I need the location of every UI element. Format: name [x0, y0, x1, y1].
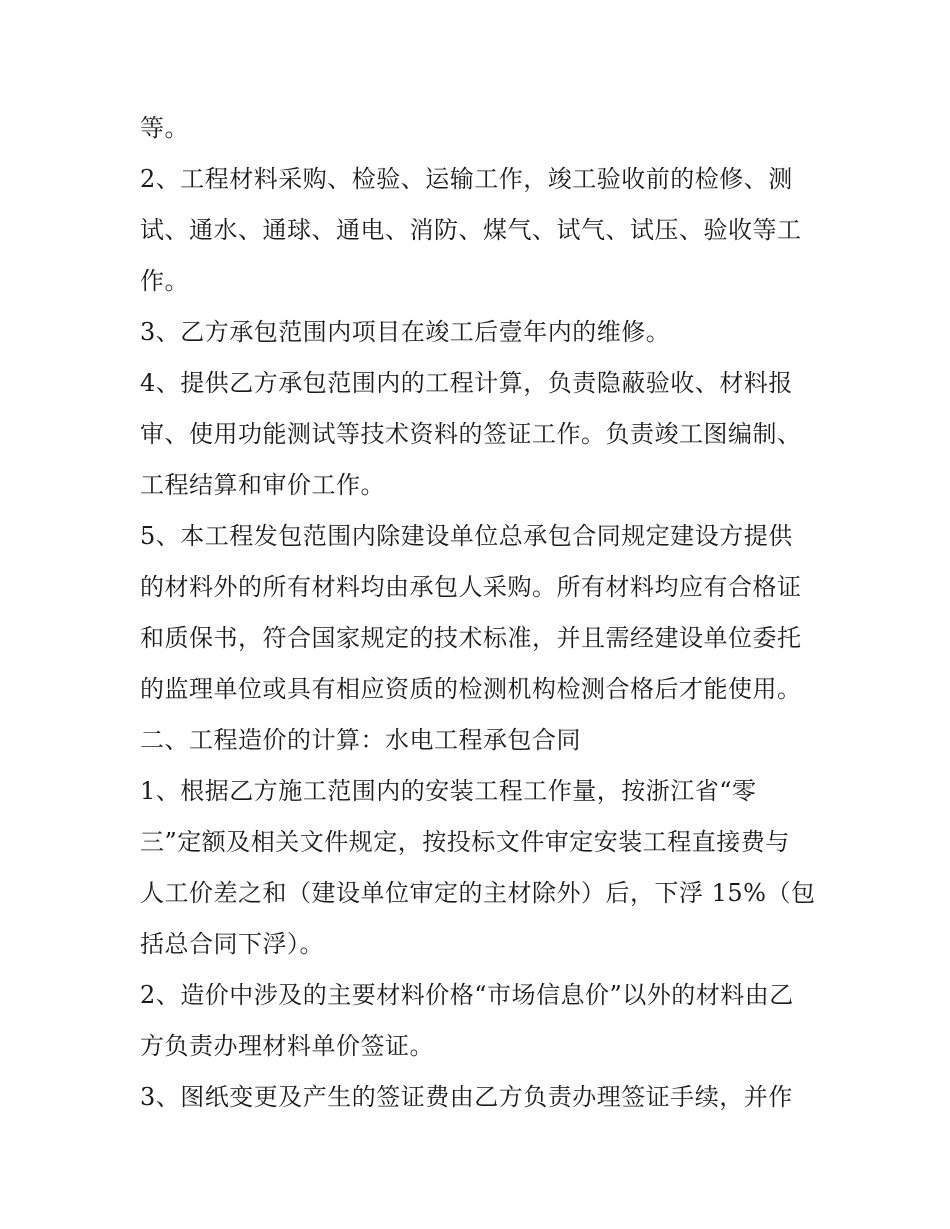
- text-line: 3、乙方承包范围内项目在竣工后壹年内的维修。: [140, 318, 671, 346]
- text-line: 括总合同下浮）。: [140, 930, 324, 958]
- text-line: 4、提供乙方承包范围内的工程计算，负责隐蔽验收、材料报: [140, 369, 793, 397]
- text-line: 2、造价中涉及的主要材料价格“市场信息价”以外的材料由乙: [140, 981, 794, 1009]
- text-line: 2、工程材料采购、检验、运输工作，竣工验收前的检修、测: [140, 165, 793, 193]
- text-line: 等。: [140, 114, 189, 142]
- text-line: 试、通水、通球、通电、消防、煤气、试气、试压、验收等工: [140, 216, 802, 244]
- text-line: 1、根据乙方施工范围内的安装工程工作量，按浙江省“零: [140, 777, 757, 805]
- text-line: 审、使用功能测试等技术资料的签证工作。负责竣工图编制、: [140, 420, 802, 448]
- text-line: 三”定额及相关文件规定，按投标文件审定安装工程直接费与: [140, 828, 790, 856]
- text-line: 方负责办理材料单价签证。: [140, 1032, 434, 1060]
- text-line: 作。: [140, 267, 189, 295]
- text-line: 的材料外的所有材料均由承包人采购。所有材料均应有合格证: [140, 573, 802, 601]
- text-line: 5、本工程发包范围内除建设单位总承包合同规定建设方提供: [140, 522, 793, 550]
- text-line: 3、图纸变更及产生的签证费由乙方负责办理签证手续，并作: [140, 1083, 793, 1111]
- text-line: 和质保书，符合国家规定的技术标准，并且需经建设单位委托: [140, 624, 802, 652]
- section-heading: 二、工程造价的计算：水电工程承包合同: [140, 726, 581, 754]
- text-line: 人工价差之和（建设单位审定的主材除外）后，下浮 15%（包: [140, 879, 816, 907]
- text-line: 的监理单位或具有相应资质的检测机构检测合格后才能使用。: [140, 675, 802, 703]
- text-line: 工程结算和审价工作。: [140, 471, 385, 499]
